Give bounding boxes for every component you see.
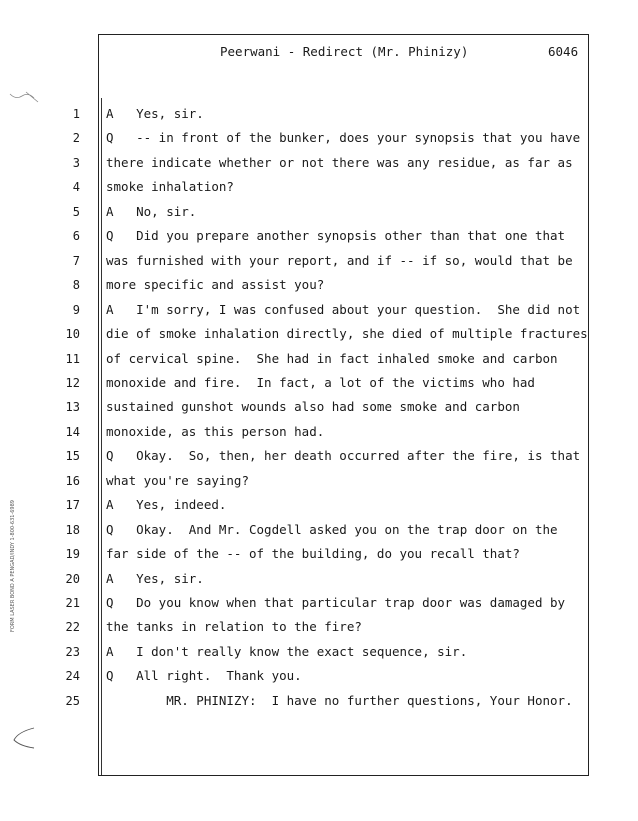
transcript-line: more specific and assist you? [106, 277, 325, 293]
transcript-line: A I'm sorry, I was confused about your question. She did not [106, 301, 581, 317]
page-number: 6046 [548, 44, 579, 59]
line-number: 24 [65, 669, 80, 684]
side-margin-text: FORM LASER BOND A PENGAD/INDY 1-800-631-6989 [10, 500, 16, 632]
transcript-line: MR. PHINIZY: I have no further questions, Your Honor. [106, 692, 573, 708]
transcript-line: Q Okay. So, then, her death occurred after the fire, is that [106, 448, 581, 464]
transcript-line: A No, sir. [106, 203, 197, 219]
line-number: 16 [65, 473, 80, 488]
line-number: 11 [65, 351, 80, 366]
line-number: 18 [65, 522, 80, 537]
line-number: 21 [65, 596, 80, 610]
transcript-line: die of smoke inhalation directly, she died of multiple fractures [106, 326, 588, 342]
scribble-mark-bottom [8, 724, 38, 752]
transcript-line: Q Did you prepare another synopsis other than that one that [106, 228, 566, 244]
transcript-line: the tanks in relation to the fire? [106, 619, 362, 635]
line-number: 9 [72, 302, 80, 317]
line-number: 17 [65, 498, 80, 513]
page-header-title: Peerwani - Redirect (Mr. Phinizy) [220, 44, 469, 59]
line-number: 12 [65, 375, 80, 390]
transcript-line: was furnished with your report, and if -- if so, would that be [106, 252, 573, 268]
line-number: 3 [72, 155, 80, 170]
transcript-line: Q -- in front of the bunker, does your synopsis that you have [106, 130, 581, 146]
line-number: 14 [65, 424, 80, 439]
line-number: 15 [65, 449, 80, 464]
transcript-line: A Yes, indeed. [106, 497, 227, 513]
line-number: 4 [72, 180, 80, 195]
line-number: 19 [65, 547, 80, 562]
transcript-line: Q All right. Thank you. [106, 668, 302, 684]
line-number: 8 [72, 278, 80, 293]
line-number: 5 [72, 204, 80, 219]
line-number: 6 [72, 229, 80, 244]
transcript-line: monoxide, as this person had. [106, 423, 325, 439]
transcript-line: there indicate whether or not there was any residue, as far as [106, 154, 573, 170]
transcript-line: A Yes, sir. [106, 106, 204, 121]
transcript-line: A I don't really know the exact sequence, sir. [106, 643, 468, 659]
line-number: 10 [65, 327, 80, 342]
line-number: 1 [72, 107, 80, 121]
line-number: 7 [72, 253, 80, 268]
line-number: 20 [65, 571, 80, 586]
line-number: 2 [72, 131, 80, 146]
line-number: 13 [65, 400, 80, 415]
transcript-line: monoxide and fire. In fact, a lot of the victims who had [106, 374, 535, 390]
transcript-line: smoke inhalation? [106, 179, 234, 195]
scribble-mark-top [8, 88, 44, 108]
transcript-line: Q Do you know when that particular trap door was damaged by [106, 595, 566, 610]
transcript-line: far side of the -- of the building, do you recall that? [106, 546, 520, 562]
line-number: 22 [65, 620, 80, 635]
line-number: 25 [65, 693, 80, 708]
transcript-line: of cervical spine. She had in fact inhaled smoke and carbon [106, 350, 558, 366]
transcript-line: what you're saying? [106, 472, 249, 488]
line-number: 23 [65, 644, 80, 659]
transcript-line: sustained gunshot wounds also had some smoke and carbon [106, 399, 520, 415]
transcript-line: A Yes, sir. [106, 570, 204, 586]
transcript-line: Q Okay. And Mr. Cogdell asked you on the trap door on the [106, 521, 558, 537]
margin-rule [101, 98, 102, 775]
